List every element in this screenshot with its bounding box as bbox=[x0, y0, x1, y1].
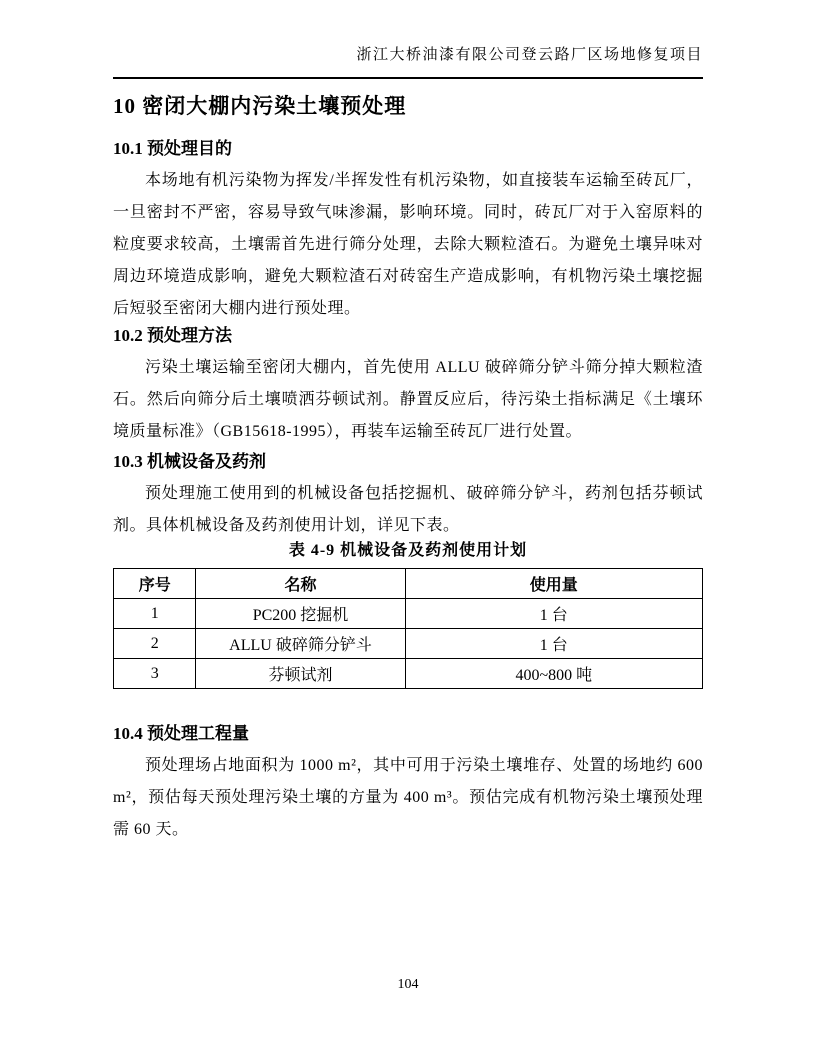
table-header-row bbox=[114, 569, 703, 599]
section-heading-10-3: 10.3 机械设备及药剂 bbox=[113, 452, 266, 471]
table-cell-usage: 1 台 bbox=[405, 599, 702, 629]
table-row bbox=[114, 629, 703, 659]
section-body-10-3: 预处理施工使用到的机械设备包括挖掘机、破碎筛分铲斗，药剂包括芬顿试剂。具体机械设备及药剂使用计划，详见下表。 bbox=[113, 485, 703, 534]
table-row bbox=[114, 599, 703, 629]
table-cell-name: PC200 挖掘机 bbox=[196, 599, 405, 629]
table-cell-usage: 1 台 bbox=[405, 629, 702, 659]
table-cell-name: 芬顿试剂 bbox=[196, 659, 405, 689]
table-cell-index: 2 bbox=[114, 629, 196, 659]
page-footer bbox=[0, 976, 816, 994]
equipment-table bbox=[113, 568, 703, 689]
chapter-heading: 10 密闭大棚内污染土壤预处理 bbox=[113, 94, 407, 118]
table-caption: 表 4-9 机械设备及药剂使用计划 bbox=[288, 542, 528, 559]
table-cell-name: ALLU 破碎筛分铲斗 bbox=[196, 629, 405, 659]
table-cell-index: 3 bbox=[114, 659, 196, 689]
table-cell-usage: 400~800 吨 bbox=[405, 659, 702, 689]
table-cell-index: 1 bbox=[114, 599, 196, 629]
page-content bbox=[113, 0, 703, 846]
section-heading-10-4: 10.4 预处理工程量 bbox=[113, 724, 249, 743]
page-header bbox=[113, 0, 703, 79]
section-body-10-1: 本场地有机污染物为挥发/半挥发性有机污染物，如直接装车运输至砖瓦厂，一旦密封不严密，容易导致气味渗漏，影响环境。同时，砖瓦厂对于入窑原料的粒度要求较高，土壤需首先进行筛分处理，去除大颗粒渣石。为避免土壤异味对周边环境造成影响，避免大颗粒渣石对砖窑生产造成影响，有机物污染土壤挖掘后短驳至密闭大棚内进行预处理。 bbox=[113, 172, 703, 317]
section-body-10-2: 污染土壤运输至密闭大棚内，首先使用 ALLU 破碎筛分铲斗筛分掉大颗粒渣石。然后向筛分后土壤喷洒芬顿试剂。静置反应后，待污染土指标满足《土壤环境质量标准》（GB15618-1995），再装车运输至砖瓦厂进行处置。 bbox=[113, 359, 703, 440]
table-header-cell-usage: 使用量 bbox=[405, 569, 702, 599]
table-header-cell-name: 名称 bbox=[196, 569, 405, 599]
section-heading-10-2: 10.2 预处理方法 bbox=[113, 326, 232, 345]
table-header-cell-index: 序号 bbox=[114, 569, 196, 599]
section-body-10-4: 预处理场占地面积为 1000 m²，其中可用于污染土壤堆存、处置的场地约 600 m²，预估每天预处理污染土壤的方量为 400 m³。预估完成有机物污染土壤预处理需 60 天。 bbox=[113, 757, 703, 838]
header-rule bbox=[113, 77, 703, 79]
page-number: 104 bbox=[397, 977, 419, 992]
section-heading-10-1: 10.1 预处理目的 bbox=[113, 139, 232, 158]
table-row bbox=[114, 659, 703, 689]
page-header-title: 浙江大桥油漆有限公司登云路厂区场地修复项目 bbox=[356, 47, 703, 63]
